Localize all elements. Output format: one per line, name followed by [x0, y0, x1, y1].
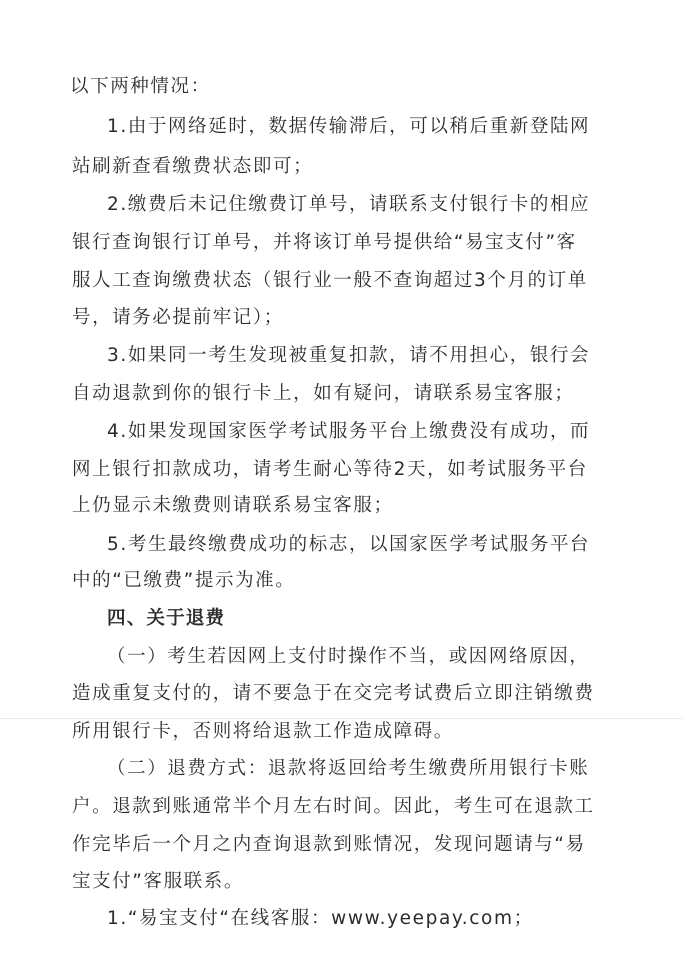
text-line-13: 5.考生最终缴费成功的标志，以国家医学考试服务平台	[107, 534, 591, 555]
text-line-4: 2.缴费后未记住缴费订单号，请联系支付银行卡的相应	[107, 194, 591, 215]
text-line-1: 以下两种情况：	[70, 76, 211, 97]
text-line-22: 宝支付”客服联系。	[72, 871, 244, 892]
text-line-17: 造成重复支付的，请不要急于在交完考试费后立即注销缴费	[72, 683, 595, 704]
text-line-7: 号，请务必提前牢记）；	[72, 307, 284, 328]
text-line-19: （二）退费方式：退款将返回给考生缴费所用银行卡账	[107, 758, 590, 779]
text-line-23: 1.“易宝支付“在线客服：www.yeepay.com；	[107, 908, 534, 929]
text-line-8: 3.如果同一考生发现被重复扣款，请不用担心，银行会	[107, 345, 591, 366]
text-line-21: 作完毕后一个月之内查询退款到账情况，发现问题请与“易	[72, 834, 586, 855]
text-line-2: 1.由于网络延时，数据传输滞后，可以稍后重新登陆网	[107, 116, 591, 137]
text-line-14: 中的“已缴费”提示为准。	[72, 570, 296, 591]
text-line-20: 户。退款到账通常半个月左右时间。因此，考生可在退款工	[72, 796, 595, 817]
text-line-9: 自动退款到你的银行卡上，如有疑问，请联系易宝客服；	[72, 383, 575, 404]
text-line-5: 银行查询银行订单号，并将该订单号提供给“易宝支付”客	[72, 232, 577, 253]
section-heading: 四、关于退费	[107, 608, 226, 629]
text-line-18: 所用银行卡，否则将给退款工作造成障碍。	[72, 721, 454, 742]
text-line-10: 4.如果发现国家医学考试服务平台上缴费没有成功，而	[107, 421, 591, 442]
text-line-11: 网上银行扣款成功，请考生耐心等待2天，如考试服务平台	[72, 459, 588, 480]
text-line-16: （一）考生若因网上支付时操作不当，或因网络原因，	[107, 646, 590, 667]
text-line-6: 服人工查询缴费状态（银行业一般不查询超过3个月的订单	[72, 270, 588, 291]
page-divider	[0, 718, 683, 719]
text-line-12: 上仍显示未缴费则请联系易宝客服；	[72, 495, 394, 516]
text-line-3: 站刷新查看缴费状态即可；	[72, 156, 314, 177]
